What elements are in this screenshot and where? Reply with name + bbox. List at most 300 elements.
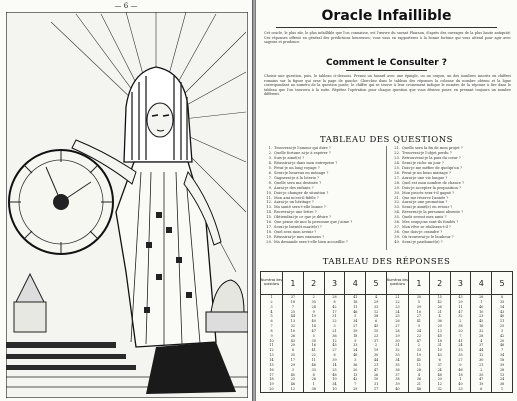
table-cell: 15: [373, 328, 379, 333]
table-cell: 36: [437, 319, 442, 324]
question-text: Trouverai-je l'objet perdu ?: [402, 150, 452, 155]
column-header: 1: [408, 272, 429, 295]
question-text: Quel est mon nombre de chance ?: [402, 180, 465, 185]
table-cell: 20: [290, 343, 295, 348]
table-cell: 29: [290, 362, 295, 367]
table-cell: 32: [437, 387, 442, 392]
question-number: 14.: [266, 210, 272, 215]
question-number: 7.: [268, 175, 272, 180]
table-cell: 10: [290, 328, 295, 333]
table-cell: 24: [458, 343, 463, 348]
question-number: 4.: [268, 160, 272, 165]
table-cell: 34: [416, 328, 421, 333]
table-cell: 9: [459, 362, 462, 367]
question-text: Serai-je aimé(e) en retour ?: [402, 205, 453, 210]
table-cell: 42: [353, 377, 358, 382]
table-cell: 2: [270, 299, 273, 304]
table-cell: 31: [437, 343, 442, 348]
table-cell: 16: [353, 299, 358, 304]
answer-column: [303, 295, 324, 393]
section-subtitle: Comment le Consulter ?: [325, 58, 448, 68]
table-cell: 4: [375, 295, 378, 299]
question-text: Mon procès sera-t-il gagné ?: [402, 190, 455, 195]
table-cell: 8: [291, 348, 294, 353]
table-cell: 19: [269, 382, 274, 387]
question-number: 12.: [266, 200, 272, 205]
question-number: 25.: [394, 165, 400, 170]
table-cell: 20: [458, 328, 463, 333]
table-cell: 6: [270, 319, 273, 324]
question-text: Quel sera mon avenir ?: [274, 230, 317, 235]
question-number: 39.: [394, 235, 400, 240]
question-text: Réussirai-je dans mon entreprise ?: [274, 160, 338, 165]
question-text: Aurai-je une promotion ?: [402, 200, 448, 205]
table-cell: 24: [499, 377, 505, 382]
question-number-header: Numéros des questions: [386, 272, 408, 295]
question-number: 10.: [266, 190, 272, 195]
table-cell: 19: [373, 348, 379, 353]
table-cell: 18: [499, 357, 505, 362]
table-cell: 39: [395, 382, 400, 387]
question-number: 28.: [394, 180, 400, 185]
table-cell: 47: [416, 338, 421, 343]
question-number: 37.: [394, 225, 400, 230]
question-text: Ma santé sera-t-elle bonne ?: [274, 205, 326, 210]
table-cell: 18: [353, 333, 358, 338]
question-text: Quelle sera la fin de mon projet ?: [402, 146, 463, 150]
table-cell: 2: [312, 295, 315, 299]
table-cell: 43: [290, 338, 295, 343]
table-cell: 21: [437, 309, 442, 314]
table-cell: 23: [373, 333, 379, 338]
table-cell: 47: [479, 377, 484, 382]
left-page: [0, 0, 253, 401]
oracle-illustration: [6, 12, 248, 398]
page-title: Oracle Infaillible: [321, 8, 452, 24]
table-cell: 30: [395, 338, 400, 343]
table-cell: 47: [311, 328, 316, 333]
table-cell: 46: [353, 309, 358, 314]
table-cell: 37: [290, 295, 295, 299]
answers-heading: TABLEAU DES RÉPONSES: [322, 257, 451, 267]
question-text: Quelle sera ma destinée ?: [274, 180, 322, 185]
question-number: 23.: [394, 155, 400, 160]
table-cell: 38: [458, 324, 463, 329]
table-cell: 8: [312, 372, 315, 377]
question-number: 21.: [394, 146, 400, 150]
question-text: Ferai-je un long voyage ?: [274, 165, 320, 170]
table-cell: 45: [332, 343, 337, 348]
question-text: Que me réserve l'année ?: [402, 195, 449, 200]
table-cell: 29: [353, 387, 358, 392]
page-number: — 6 —: [114, 2, 138, 10]
table-cell: 11: [269, 343, 274, 348]
table-cell: 39: [416, 304, 421, 309]
table-cell: 22: [395, 299, 400, 304]
intro-paragraph: Cet oracle, le plus sûr, le plus infaillible que l'on connaisse, est l'œuvre du savant Pharaon, d'après des ouvrages de la plus haute antiquité. Ces réponses offrent en général des prédictions heureuses; vous vous en rapporterez à la bonne fortune qui vous attend pour agir avec sagesse et prudence.: [264, 31, 511, 45]
table-cell: 28: [499, 367, 505, 372]
table-cell: 17: [332, 309, 337, 314]
table-cell: 28: [311, 377, 316, 382]
question-number: 40.: [394, 240, 400, 245]
question-text: Trouverai-je l'amour qui dure ?: [274, 146, 331, 150]
table-cell: 27: [353, 324, 358, 329]
table-cell: 36: [353, 362, 358, 367]
table-cell: 45: [479, 319, 484, 324]
table-cell: 3: [291, 367, 294, 372]
table-cell: 14: [311, 324, 316, 329]
table-cell: 46: [311, 362, 316, 367]
table-cell: 36: [416, 377, 421, 382]
table-cell: 11: [458, 304, 463, 309]
table-cell: 19: [416, 353, 421, 358]
table-cell: 37: [395, 372, 400, 377]
question-number: 20.: [266, 240, 272, 245]
table-cell: 20: [353, 367, 358, 372]
table-cell: 3: [270, 304, 273, 309]
table-cell: 23: [458, 387, 463, 392]
table-cell: 16: [416, 309, 421, 314]
question-text: Obtiendrai-je ce que je désire ?: [274, 215, 332, 220]
answer-column: [429, 295, 450, 393]
table-cell: 31: [332, 314, 337, 319]
table-cell: 8: [270, 328, 273, 333]
questions-column-left: [262, 146, 382, 245]
table-cell: 2: [459, 319, 462, 324]
table-cell: 29: [458, 299, 463, 304]
table-cell: 37: [479, 343, 484, 348]
table-cell: 48: [353, 353, 358, 358]
question-text: Aurai-je un héritage ?: [274, 200, 314, 205]
questions-column-right: [390, 146, 510, 245]
table-cell: 40: [311, 319, 316, 324]
column-header: 3: [450, 272, 471, 295]
table-cell: 4: [417, 372, 420, 377]
table-cell: 21: [332, 328, 337, 333]
question-text: Dois-je accepter la proposition ?: [402, 185, 461, 190]
question-text: Réussirai-je mes examens ?: [274, 235, 325, 240]
table-cell: 9: [270, 333, 273, 338]
table-cell: 34: [332, 382, 337, 387]
table-cell: 46: [499, 343, 505, 348]
table-cell: 42: [499, 333, 505, 338]
table-cell: 18: [458, 372, 463, 377]
question-number-column: [386, 295, 408, 393]
table-cell: 36: [499, 382, 505, 387]
table-cell: 3: [501, 328, 504, 333]
table-cell: 24: [395, 309, 400, 314]
table-cell: 10: [269, 338, 274, 343]
table-cell: 8: [501, 295, 504, 299]
column-header: 5: [492, 272, 513, 295]
table-cell: 19: [479, 382, 484, 387]
question-number: 33.: [394, 205, 400, 210]
question-number: 29.: [394, 185, 400, 190]
table-cell: 19: [311, 314, 316, 319]
table-cell: 37: [373, 338, 379, 343]
table-cell: 27: [416, 314, 421, 319]
table-cell: 27: [395, 324, 400, 329]
table-cell: 10: [373, 377, 379, 382]
question-number: 6.: [268, 170, 272, 175]
table-cell: 39: [499, 362, 505, 367]
table-cell: 1: [480, 299, 483, 304]
question-row: [262, 240, 382, 245]
table-cell: 25: [332, 367, 337, 372]
table-row: [261, 295, 513, 393]
table-cell: 41: [311, 348, 316, 353]
column-header: 3: [324, 272, 345, 295]
table-cell: 30: [373, 353, 379, 358]
question-text: Où trouverai-je le bonheur ?: [402, 235, 454, 240]
table-cell: 42: [437, 299, 442, 304]
table-cell: 39: [353, 328, 358, 333]
table-cell: 4: [438, 314, 441, 319]
table-cell: 9: [354, 338, 357, 343]
table-cell: 39: [332, 357, 337, 362]
table-cell: 23: [479, 314, 484, 319]
table-cell: 16: [479, 324, 484, 329]
table-cell: 1: [312, 382, 315, 387]
table-cell: 14: [499, 304, 505, 309]
table-cell: 3: [333, 324, 336, 329]
answers-table: [260, 271, 513, 393]
table-cell: 12: [290, 387, 295, 392]
question-number: 24.: [394, 160, 400, 165]
question-text: Que dois-je craindre ?: [402, 230, 443, 235]
table-cell: 35: [479, 372, 484, 377]
questions-divider: [386, 146, 387, 250]
question-number: 18.: [266, 230, 272, 235]
table-cell: 12: [479, 353, 484, 358]
question-number: 30.: [394, 190, 400, 195]
question-number: 1.: [268, 146, 272, 150]
table-cell: 37: [437, 362, 442, 367]
answer-column: [450, 295, 471, 393]
table-cell: 20: [499, 338, 505, 343]
table-cell: 23: [290, 377, 295, 382]
table-cell: 33: [311, 367, 316, 372]
table-cell: 10: [332, 387, 337, 392]
table-cell: 34: [353, 319, 358, 324]
table-cell: 36: [395, 367, 400, 372]
table-cell: 18: [290, 299, 295, 304]
table-cell: 35: [290, 353, 295, 358]
question-text: Dois-je me méfier de quelqu'un ?: [402, 165, 462, 170]
column-header: 2: [303, 272, 324, 295]
table-cell: 28: [479, 333, 484, 338]
table-cell: 33: [395, 353, 400, 358]
table-cell: 22: [332, 319, 337, 324]
question-number: 32.: [394, 200, 400, 205]
question-number: 22.: [394, 150, 400, 155]
table-cell: 21: [395, 295, 400, 299]
question-number: 34.: [394, 210, 400, 215]
table-cell: 2: [417, 343, 420, 348]
table-cell: 12: [332, 338, 337, 343]
table-cell: 47: [373, 367, 379, 372]
table-cell: 38: [395, 377, 400, 382]
question-number: 31.: [394, 195, 400, 200]
question-number: 13.: [266, 205, 272, 210]
question-text: Quelle fortune ai-je à espérer ?: [274, 150, 331, 155]
question-text: Ferai-je un beau mariage ?: [402, 170, 451, 175]
table-cell: 29: [373, 299, 379, 304]
question-text: Serai-je pardonné(e) ?: [402, 240, 443, 245]
table-cell: 11: [311, 357, 316, 362]
table-cell: 46: [290, 382, 295, 387]
question-text: Retrouverai-je la paix du cœur ?: [402, 155, 461, 160]
answer-column: [366, 295, 387, 393]
table-cell: 25: [290, 309, 295, 314]
table-cell: 6: [375, 319, 378, 324]
question-text: Mon rêve se réalisera-t-il ?: [402, 225, 451, 230]
table-cell: 27: [332, 348, 337, 353]
table-cell: 9: [417, 324, 420, 329]
question-number: 35.: [394, 215, 400, 220]
table-cell: 13: [353, 372, 358, 377]
table-cell: 5: [354, 314, 357, 319]
table-cell: 38: [311, 387, 316, 392]
table-cell: 11: [499, 319, 505, 324]
table-cell: 48: [416, 387, 421, 392]
table-cell: 3: [354, 357, 357, 362]
table-cell: 8: [333, 299, 336, 304]
table-cell: 30: [479, 357, 484, 362]
table-cell: 26: [437, 304, 442, 309]
table-cell: 21: [373, 362, 379, 367]
table-cell: 46: [458, 367, 463, 372]
question-text: Mes soupçons sont-ils fondés ?: [402, 220, 459, 225]
table-cell: 13: [499, 372, 505, 377]
title-rule: [276, 27, 497, 28]
table-cell: 22: [311, 353, 316, 358]
table-cell: 5: [417, 299, 420, 304]
table-cell: 7: [291, 304, 294, 309]
question-text: Recevrai-je une lettre ?: [274, 210, 317, 215]
table-cell: 31: [395, 343, 400, 348]
table-cell: 10: [479, 309, 484, 314]
table-cell: 4: [480, 338, 483, 343]
table-cell: 14: [269, 357, 274, 362]
question-text: Aurai-je des enfants ?: [274, 185, 314, 190]
table-cell: 34: [395, 357, 400, 362]
table-cell: 24: [311, 304, 316, 309]
table-cell: 32: [458, 314, 463, 319]
answer-column: [283, 295, 304, 393]
table-cell: 45: [373, 324, 379, 329]
table-cell: 43: [437, 353, 442, 358]
table-cell: 42: [332, 304, 337, 309]
table-cell: 20: [269, 387, 274, 392]
table-cell: 47: [458, 309, 463, 314]
table-cell: 45: [416, 357, 421, 362]
question-number: 36.: [394, 220, 400, 225]
table-cell: 25: [499, 324, 505, 329]
question-number: 9.: [268, 185, 272, 190]
table-cell: 28: [416, 367, 421, 372]
question-text: Serai-je bientôt marié(e) ?: [274, 225, 322, 230]
column-header: 1: [283, 272, 304, 295]
table-cell: 30: [311, 338, 316, 343]
answer-column: [408, 295, 429, 393]
table-cell: 41: [458, 338, 463, 343]
table-cell: 35: [311, 299, 316, 304]
table-cell: 2: [480, 367, 483, 372]
table-cell: 41: [416, 319, 421, 324]
table-cell: 15: [437, 295, 442, 299]
answer-column: [471, 295, 492, 393]
table-cell: 45: [437, 333, 442, 338]
right-page: [256, 0, 517, 401]
table-cell: 9: [312, 309, 315, 314]
table-cell: 25: [395, 314, 400, 319]
table-cell: 1: [501, 387, 504, 392]
table-cell: 44: [479, 348, 484, 353]
table-cell: 32: [290, 324, 295, 329]
table-cell: 48: [437, 372, 442, 377]
table-cell: 6: [333, 353, 336, 358]
table-cell: 35: [499, 299, 505, 304]
question-number: 38.: [394, 230, 400, 235]
table-cell: 35: [395, 362, 400, 367]
table-cell: 28: [332, 295, 337, 299]
table-cell: 2: [375, 343, 378, 348]
table-cell: 12: [269, 348, 274, 353]
table-cell: 12: [437, 382, 442, 387]
table-cell: 38: [373, 314, 379, 319]
question-number: 17.: [266, 225, 272, 230]
table-cell: 18: [437, 338, 442, 343]
column-header: 4: [471, 272, 492, 295]
table-cell: 33: [353, 343, 358, 348]
table-cell: 6: [438, 357, 441, 362]
question-text: Gagnerai-je à la loterie ?: [274, 175, 320, 180]
table-cell: 30: [416, 295, 421, 299]
column-header: 4: [345, 272, 366, 295]
table-cell: 48: [332, 372, 337, 377]
table-cell: 26: [479, 295, 484, 299]
table-cell: 34: [499, 353, 505, 358]
table-cell: 7: [501, 348, 504, 353]
question-text: Quels seront mes amis ?: [402, 215, 447, 220]
question-row: [390, 240, 510, 245]
question-text: Reverrai-je la personne absente ?: [402, 210, 464, 215]
table-cell: 17: [290, 357, 295, 362]
questions-heading: TABLEAU DES QUESTIONS: [320, 135, 453, 145]
table-cell: 17: [269, 372, 274, 377]
table-cell: 1: [459, 377, 462, 382]
question-text: Dois-je changer de situation ?: [274, 190, 329, 195]
table-cell: 28: [395, 328, 400, 333]
table-cell: 44: [290, 314, 295, 319]
instructions-paragraph: Choisir une question, puis, le tableau ci-dessous. Prenez un hasard avec une épingle, ou un crayon, un des nombres inscrits en chiffres romains sur la figure qui orne la page de gauche. Cherchez dans le tableau des réponses la colonne du nombre obtenu et la ligne correspondant au numéro de la question posée; le chiffre qui se trouve à leur croisement indique le numéro de la réponse à lire dans le tableau que l'on trouvera à la suite. Répétez l'opération pour chaque question que vous désirez poser, en prenant toujours un nombre différent.: [264, 74, 511, 97]
table-cell: 5: [270, 314, 273, 319]
question-number: 8.: [268, 180, 272, 185]
question-number: 26.: [394, 170, 400, 175]
table-cell: 20: [437, 377, 442, 382]
table-cell: 13: [269, 353, 274, 358]
question-number: 19.: [266, 235, 272, 240]
table-cell: 29: [395, 333, 400, 338]
table-cell: 26: [290, 333, 295, 338]
table-cell: 43: [458, 295, 463, 299]
table-cell: 15: [269, 362, 274, 367]
table-cell: 14: [332, 362, 337, 367]
table-cell: 24: [353, 348, 358, 353]
answer-column: [324, 295, 345, 393]
question-number: 27.: [394, 175, 400, 180]
